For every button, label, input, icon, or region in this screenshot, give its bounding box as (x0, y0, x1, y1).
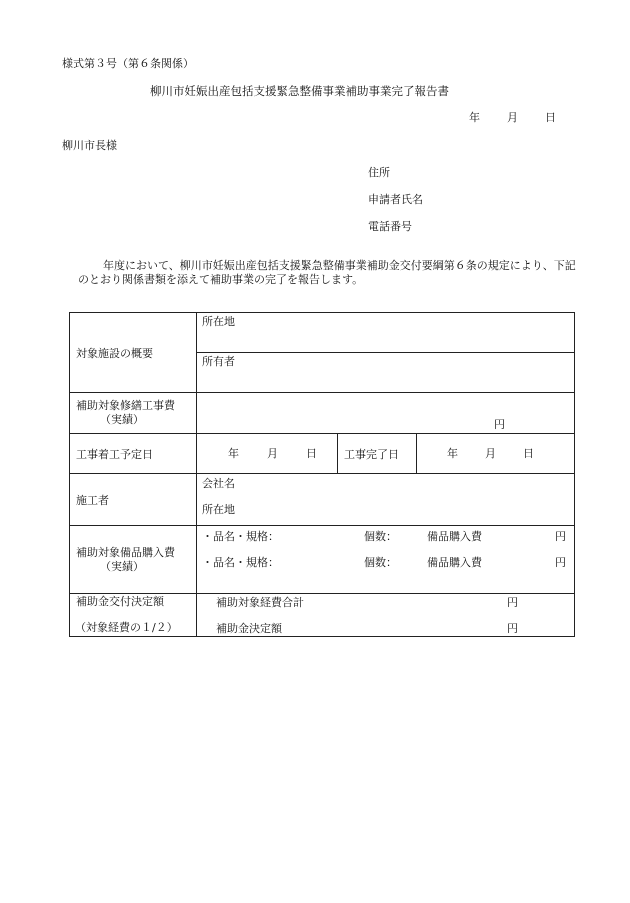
grant-cell[interactable] (197, 594, 575, 637)
document-title: 柳川市妊娠出産包括支援緊急整備事業補助事業完了報告書 (150, 84, 449, 98)
equip-cell[interactable] (197, 526, 575, 594)
total-cost-yen: 円 (507, 596, 518, 609)
end-date-label: 工事完了日 (344, 447, 399, 461)
total-cost-label: 補助対象経費合計 (216, 596, 304, 609)
equip-yen-2: 円 (555, 556, 566, 569)
equip-cost-label-2: 備品購入費 (427, 556, 482, 569)
start-day: 日 (306, 447, 317, 460)
owner-cell[interactable] (197, 353, 575, 393)
start-label-cell (70, 434, 197, 474)
end-date-cell[interactable] (417, 434, 575, 474)
end-year: 年 (447, 447, 458, 460)
end-day: 日 (523, 447, 534, 460)
addressee: 柳川市長様 (62, 139, 117, 152)
item-name-label-2: ・品名・規格： (202, 556, 279, 569)
equip-cost-label: 備品購入費 (427, 530, 482, 543)
equip-yen: 円 (555, 530, 566, 543)
contractor-location-label: 所在地 (202, 503, 235, 516)
date-year: 年 (469, 111, 480, 124)
contractor-cell[interactable] (197, 474, 575, 526)
end-month: 月 (485, 447, 496, 460)
facility-label-cell (70, 313, 197, 393)
grant-amount-yen: 円 (507, 622, 518, 635)
date-day: 日 (545, 111, 556, 124)
grant-label-sub: （対象経費の１/２） (75, 621, 178, 634)
quantity-label-2: 個数： (364, 556, 397, 569)
repair-label-cell (70, 393, 197, 434)
facility-label: 対象施設の概要 (76, 346, 153, 360)
quantity-label: 個数： (364, 530, 397, 543)
equip-label: 補助対象備品購入費 (76, 545, 175, 559)
start-date-label: 工事着工予定日 (76, 447, 153, 461)
repair-yen: 円 (494, 418, 505, 431)
grant-amount-label: 補助金決定額 (216, 622, 282, 635)
applicant-address-label: 住所 (368, 166, 390, 179)
start-month: 月 (267, 447, 278, 460)
start-date-cell[interactable] (197, 434, 338, 474)
equip-label-cell (70, 526, 197, 594)
report-table (69, 312, 575, 637)
applicant-phone-label: 電話番号 (368, 220, 412, 233)
company-label: 会社名 (202, 477, 235, 490)
end-label-cell (338, 434, 417, 474)
applicant-name-label: 申請者氏名 (368, 193, 423, 206)
location-label: 所在地 (202, 315, 235, 328)
equip-label-sub: （実績） (100, 559, 144, 573)
start-year: 年 (228, 447, 239, 460)
item-name-label: ・品名・規格： (202, 530, 279, 543)
form-number: 様式第３号（第６条関係） (62, 57, 194, 70)
repair-cost-cell[interactable] (197, 393, 575, 434)
grant-label-cell (70, 594, 197, 637)
repair-label-sub: （実績） (100, 413, 144, 426)
repair-label: 補助対象修繕工事費 (76, 399, 175, 412)
location-cell[interactable] (197, 313, 575, 353)
contractor-label-cell (70, 474, 197, 526)
owner-label: 所有者 (202, 355, 235, 368)
date-month: 月 (507, 111, 518, 124)
report-paragraph: 年度において、柳川市妊娠出産包括支援緊急整備事業補助金交付要綱第６条の規定により、下記のとおり関係書類を添えて補助事業の完了を報告します。 (78, 259, 576, 286)
grant-label: 補助金交付決定額 (76, 595, 164, 608)
date-line (469, 112, 556, 123)
contractor-label: 施工者 (76, 493, 109, 507)
